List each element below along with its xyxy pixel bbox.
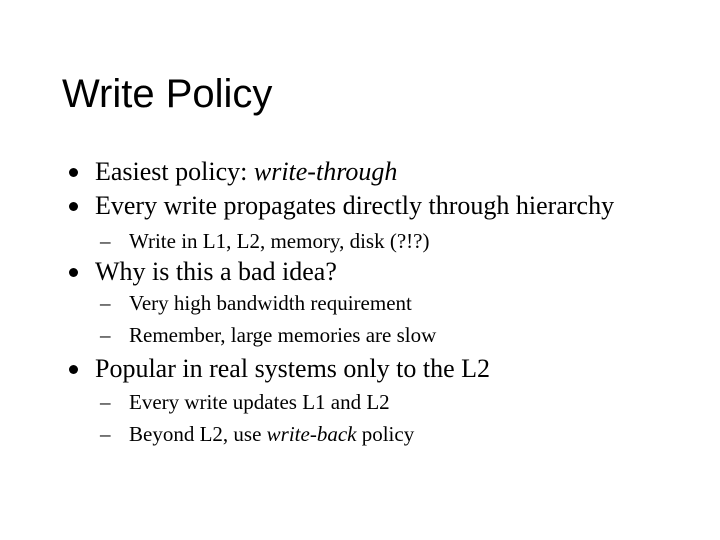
bullet-dot-icon — [69, 202, 78, 211]
sub-bullet-text-emphasis: write-back — [266, 422, 357, 446]
bullet-dot-icon — [69, 168, 78, 177]
bullet-text: Why is this a bad idea? — [95, 257, 337, 286]
bullet-item — [0, 190, 720, 222]
sub-bullet-item — [0, 322, 720, 348]
bullet-text — [95, 156, 397, 188]
bullet-text-emphasis: write-through — [253, 157, 398, 186]
bullet-item — [0, 353, 720, 385]
bullet-text: Popular in real systems only to the L2 — [95, 354, 491, 383]
sub-bullet-text — [129, 421, 414, 447]
sub-bullet-dash: – — [100, 323, 111, 347]
sub-bullet-item — [0, 290, 720, 316]
slide-title: Write Policy — [62, 72, 273, 116]
bullet-dot-icon — [69, 365, 78, 374]
sub-bullet-text: Write in L1, L2, memory, disk (?!?) — [129, 229, 430, 253]
bullet-text: Every write propagates directly through hierarchy — [95, 191, 615, 220]
sub-bullet-text: Remember, large memories are slow — [129, 323, 437, 347]
bullet-item — [0, 256, 720, 288]
sub-bullet-item — [0, 421, 720, 447]
sub-bullet-dash: – — [100, 422, 111, 446]
sub-bullet-item — [0, 389, 720, 415]
sub-bullet-text: Very high bandwidth requirement — [129, 291, 412, 315]
sub-bullet-dash: – — [100, 291, 111, 315]
bullet-dot-icon — [69, 268, 78, 277]
sub-bullet-text-prefix: Beyond L2, use — [129, 422, 267, 446]
bullet-item — [0, 156, 720, 188]
sub-bullet-dash: – — [100, 229, 111, 253]
sub-bullet-dash: – — [100, 390, 111, 414]
sub-bullet-item — [0, 228, 720, 254]
sub-bullet-text-suffix: policy — [356, 422, 415, 446]
sub-bullet-text: Every write updates L1 and L2 — [129, 390, 390, 414]
bullet-text-prefix: Easiest policy: — [95, 157, 254, 186]
